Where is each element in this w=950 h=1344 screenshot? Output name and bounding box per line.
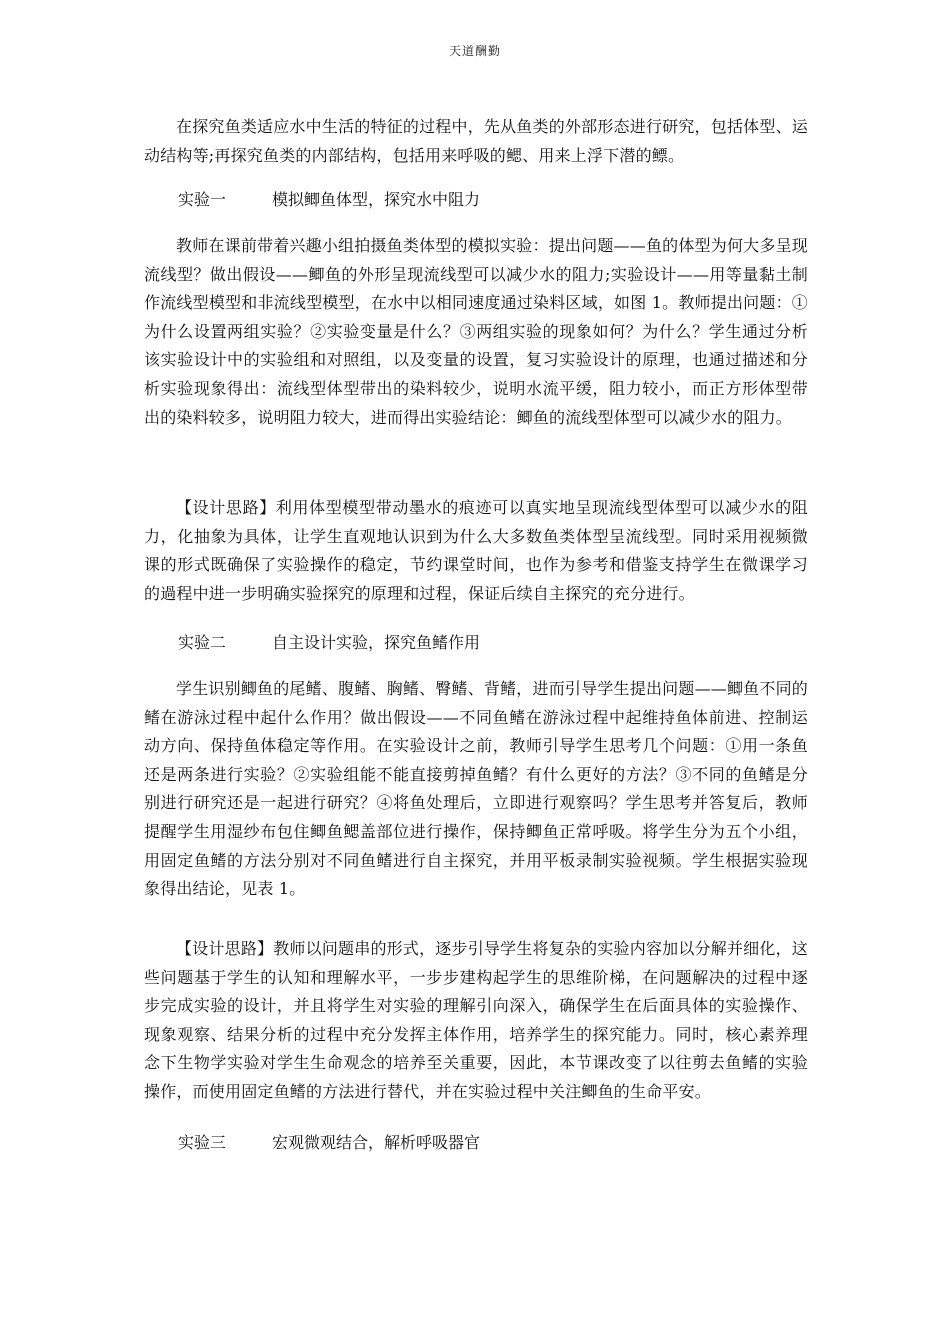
experiment-3-heading [178,1129,480,1157]
experiment-1-design-notes: 【设计思路】利用体型模型带动墨水的痕迹可以真实地呈现流线型体型可以减少水的阻力，化抽象为具体，让学生直观地认识到为什么大多数鱼类体型呈流线型。同时采用视频微课的形式既确保了实验操作的稳定，节约课堂时间，也作为参考和借鉴支持学生在微课学习的過程中进一步明确实验探究的原理和过程，保证后续自主探究的充分进行。 [144,498,808,603]
experiment-2-label: 实验二 [178,633,227,652]
experiment-2-heading [178,629,480,657]
experiment-2-design-notes: 【设计思路】教师以问题串的形式，逐步引导学生将复杂的实验内容加以分解并细化，这些问题基于学生的认知和理解水平，一步步建构起学生的思维阶梯，在问题解决的过程中逐步完成实验的设计，并且将学生对实验的理解引向深入，确保学生在后面具体的实验操作、现象观察、结果分析的过程中充分发挥主体作用，培养学生的探究能力。同时，核心素养理念下生物学实验对学生生命观念的培养至关重要，因此，本节课改变了以往剪去鱼鳍的实验操作，而使用固定鱼鳍的方法进行替代，并在实验过程中关注鲫鱼的生命平安。 [144,939,808,1101]
experiment-1-body: 教师在课前带着兴趣小组拍摄鱼类体型的模拟实验：提出问题——鱼的体型为何大多呈现流线型？做出假设——鲫鱼的外形呈现流线型可以减少水的阻力;实验设计——用等量黏土制作流线型模型和非流线型模型，在水中以相同速度通过染料区域，如图 1。教师提出问题：①为什么设置两组实验？②实验变量是什么？③两组实验的现象如何？为什么？学生通过分析该实验设计中的实验组和对照组，以及变量的设置，复习实验设计的原理，也通过描述和分析实验现象得出：流线型体型带出的染料较少，说明水流平缓，阻力较小，而正方形体型带出的染料较多，说明阻力较大，进而得出实验结论：鲫鱼的流线型体型可以减少水的阻力。 [144,236,808,427]
experiment-1-heading [178,186,480,214]
experiment-3-label: 实验三 [178,1133,227,1152]
intro-paragraph: 在探究鱼类适应水中生活的特征的过程中，先从鱼类的外部形态进行研究，包括体型、运动结构等;再探究鱼类的内部结构，包括用来呼吸的鳃、用来上浮下潜的鳔。 [144,117,808,165]
experiment-2-title: 自主设计实验，探究鱼鳍作用 [272,633,481,652]
experiment-3-title: 宏观微观结合，解析呼吸器官 [272,1133,481,1152]
experiment-1-label: 实验一 [178,190,227,209]
experiment-1-title: 模拟鲫鱼体型，探究水中阻力 [272,190,481,209]
experiment-2-body: 学生识别鲫鱼的尾鳍、腹鳍、胸鳍、臀鳍、背鳍，进而引导学生提出问题——鲫鱼不同的鳍在游泳过程中起什么作用？做出假设——不同鱼鳍在游泳过程中起维持鱼体前进、控制运动方向、保持鱼体稳定等作用。在实验设计之前，教师引导学生思考几个问题：①用一条鱼还是两条进行实验？②实验组能不能直接剪掉鱼鳍？有什么更好的方法？③不同的鱼鳍是分别进行研究还是一起进行研究？④将鱼处理后，立即进行观察吗？学生思考并答复后，教师提醒学生用湿纱布包住鲫鱼鳃盖部位进行操作，保持鲫鱼正常呼吸。将学生分为五个小组，用固定鱼鳍的方法分别对不同鱼鳍进行自主探究，并用平板录制实验视频。学生根据实验现象得出结论，见表 1。 [144,679,808,899]
page-header: 天道酬勤 [448,44,501,58]
